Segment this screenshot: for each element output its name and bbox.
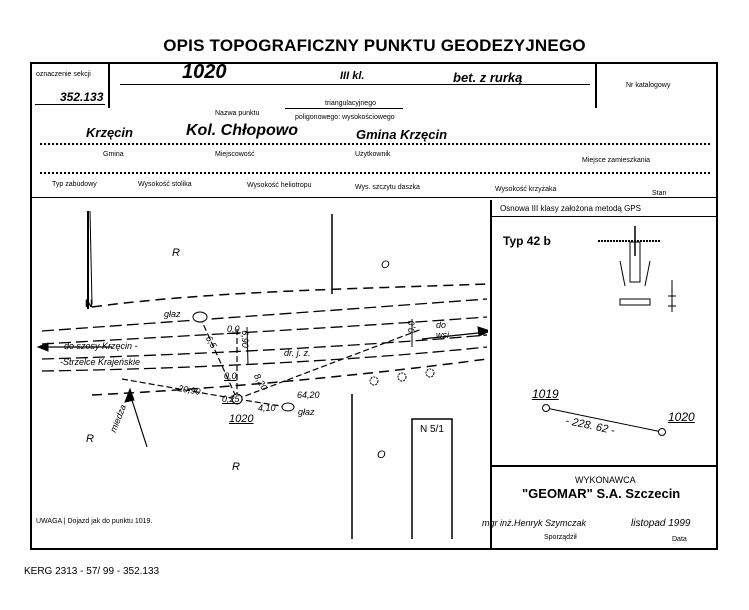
point-1020-marker (659, 429, 666, 436)
north-label: N (85, 298, 93, 310)
glaz-1-label: głaz (164, 309, 181, 319)
stabilizacja: bet. z rurką (453, 70, 523, 85)
field-wys-daszka: Wys. szczytu daszka (355, 184, 420, 191)
miedza-label: miedza (108, 403, 129, 434)
zamieszkanie-label: Miejsce zamieszkania (582, 157, 651, 164)
tree-3-icon (426, 369, 434, 377)
osnowa-text: Osnowa III klasy założona metodą GPS (500, 204, 641, 213)
map-o2: O (377, 449, 386, 461)
opt-divider (285, 108, 403, 109)
benchmark-diagram (598, 226, 676, 312)
do-szosy-label: do szosy Krzęcin - (64, 341, 138, 351)
typ-label: Typ 42 b (503, 234, 551, 248)
nazwa-punktu-label: Nazwa punktu (215, 110, 260, 117)
wykonawca-label: WYKONAWCA (575, 475, 636, 485)
wykonawca-company: "GEOMAR" S.A. Szczecin (522, 486, 681, 501)
sekcja-label: oznaczenie sekcji (36, 71, 91, 78)
map-r1: R (172, 247, 180, 259)
gmina-label: Gmina (103, 151, 124, 158)
location-dotline (40, 143, 710, 145)
boulder-1-icon (193, 312, 207, 322)
field-stan: Stan (652, 190, 667, 197)
map-r3: R (232, 461, 240, 473)
field-typ-zabudowy: Typ zabudowy (52, 181, 97, 188)
opt-triangulacyjnego: triangulacyjnego (325, 100, 376, 107)
uwaga-text: UWAGA | Dojazd jak do punktu 1019. (36, 518, 153, 525)
boulder-2-icon (282, 403, 294, 411)
field-wys-krzyzaka: Wysokość krzyżaka (495, 186, 557, 193)
map-o1: O (381, 259, 390, 271)
dist-820: 8,20 (252, 371, 270, 393)
uzytkownik-label: Użytkownik (355, 151, 391, 158)
do-wsi-label-2: wsi (436, 330, 449, 340)
tree-2-icon (398, 373, 406, 381)
nr-katalogowy-label: Nr katalogowy (626, 82, 671, 89)
miejscowosc-label: Miejscowość (215, 151, 255, 158)
dist-410: 4,10 (258, 403, 276, 413)
dist-690: 6,90 (239, 330, 250, 348)
dist-00-a: 0,0 (227, 324, 240, 334)
wykonawca-person: mgr inż.Henryk Szymczak (482, 518, 587, 528)
do-wsi-label-1: do (436, 320, 447, 330)
dist-025: 0,25 (222, 394, 240, 404)
wykonawca-date: listopad 1999 (631, 518, 691, 529)
strzelce-label: -Strzelce Krajeńskie (60, 357, 141, 367)
page-title: OPIS TOPOGRAFICZNY PUNKTU GEODEZYJNEGO (163, 36, 586, 55)
dr-jz-label: dr. j. z. (284, 348, 311, 358)
map-r2: R (86, 433, 94, 445)
label-1020-right: 1020 (668, 410, 695, 424)
footer-kerg: KERG 2313 - 57/ 99 - 352.133 (24, 566, 160, 577)
dist-00-b: 0,0 (224, 371, 237, 381)
tree-1-icon (370, 377, 378, 385)
fields-dotline (40, 172, 710, 174)
field-wys-stolika: Wysokość stolika (138, 181, 192, 188)
dist-00-c: 0,0 (406, 320, 417, 334)
distance-label: - 228. 62 - (564, 414, 616, 438)
opt-poligonowego: poligonowego: wysokościowego (295, 114, 395, 121)
map-1020-label: 1020 (229, 413, 254, 425)
label-1019: 1019 (532, 387, 559, 401)
sekcja-value: 352.133 (60, 90, 104, 104)
gmina-value: Krzęcin (86, 125, 133, 140)
klasa: III kl. (340, 70, 365, 82)
point-1019-marker (543, 405, 550, 412)
point-number: 1020 (182, 61, 227, 83)
glaz-2-label: głaz (298, 407, 315, 417)
field-wys-heliotropu: Wysokość heliotropu (247, 182, 312, 189)
dist-65: 6,5 (203, 334, 219, 350)
uzytkownik-value: Gmina Krzęcin (356, 127, 448, 142)
sporzadzil-label: Sporządził (544, 534, 577, 541)
miejscowosc-value: Kol. Chłopowo (186, 122, 298, 139)
sekcja-underline (35, 104, 105, 105)
dist-2090: 20,90 (177, 383, 202, 397)
fields-bottom-line (30, 197, 718, 198)
dist-6420: 64,20 (297, 390, 320, 400)
n51-label: N 5/1 (420, 424, 444, 435)
data-label: Data (672, 536, 687, 543)
